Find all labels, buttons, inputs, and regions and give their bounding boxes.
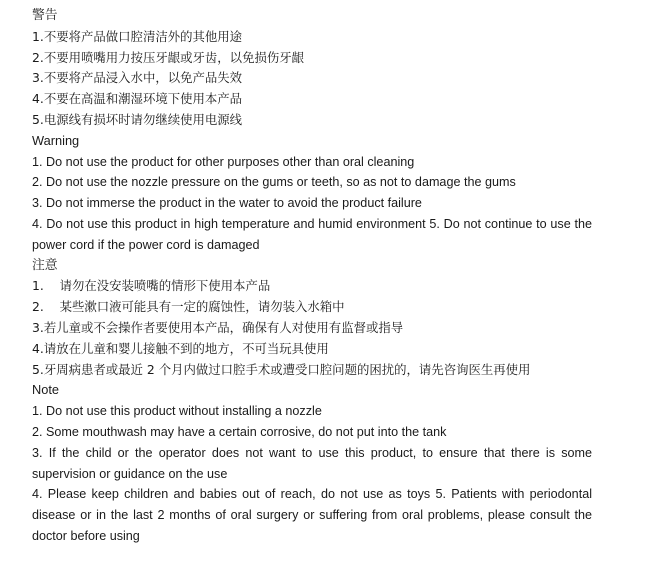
warning-cn-item: 2.不要用喷嘴用力按压牙龈或牙齿，以免损伤牙龈 (32, 49, 305, 65)
note-cn-item: 4.请放在儿童和婴儿接触不到的地方，不可当玩具使用 (32, 340, 329, 356)
warning-cn-item: 3.不要将产品浸入水中，以免产品失效 (32, 70, 243, 86)
note-en-item: 3. If the child or the operator does not want to use this product, to ensure that there is some supervision or guidance on the use (32, 445, 592, 481)
note-cn-item: 3.若儿童或不会操作者要使用本产品，确保有人对使用有监督或指导 (32, 319, 404, 335)
instruction-document (32, 6, 592, 547)
warning-en-item: 4. Do not use this product in high temperature and humid environment 5. Do not continue to use the power cord if the power cord is damaged (32, 216, 592, 252)
warning-en-title: Warning (32, 132, 80, 148)
note-en-item: 4. Please keep children and babies out of reach, do not use as toys 5. Patients with periodontal disease or in the last 2 months of oral surgery or suffering from oral problems, please consult the doctor before using (32, 487, 592, 543)
warning-en-item: 1. Do not use the product for other purposes other than oral cleaning (32, 154, 415, 169)
warning-cn-item: 5.电源线有损坏时请勿继续使用电源线 (32, 111, 243, 127)
note-en-item: 1. Do not use this product without installing a nozzle (32, 404, 322, 419)
warning-en-item: 2. Do not use the nozzle pressure on the gums or teeth, so as not to damage the gums (32, 175, 516, 190)
note-cn-title: 注意 (32, 257, 58, 273)
note-cn-item: 2. 某些漱口液可能具有一定的腐蚀性，请勿装入水箱中 (32, 299, 345, 315)
note-cn-item: 1. 请勿在没安装喷嘴的情形下使用本产品 (32, 278, 271, 294)
warning-en-item: 3. Do not immerse the product in the water to avoid the product failure (32, 196, 422, 211)
warning-cn-item: 1.不要将产品做口腔清洁外的其他用途 (32, 28, 243, 44)
note-en-item: 2. Some mouthwash may have a certain corrosive, do not put into the tank (32, 424, 447, 439)
warning-cn-title: 警告 (32, 8, 58, 23)
note-cn-item: 5.牙周病患者或最近 2 个月内做过口腔手术或遭受口腔问题的困扰的，请先咨询医生再使用 (32, 361, 531, 377)
warning-cn-item: 4.不要在高温和潮湿环境下使用本产品 (32, 91, 243, 107)
note-en-title: Note (32, 382, 60, 398)
